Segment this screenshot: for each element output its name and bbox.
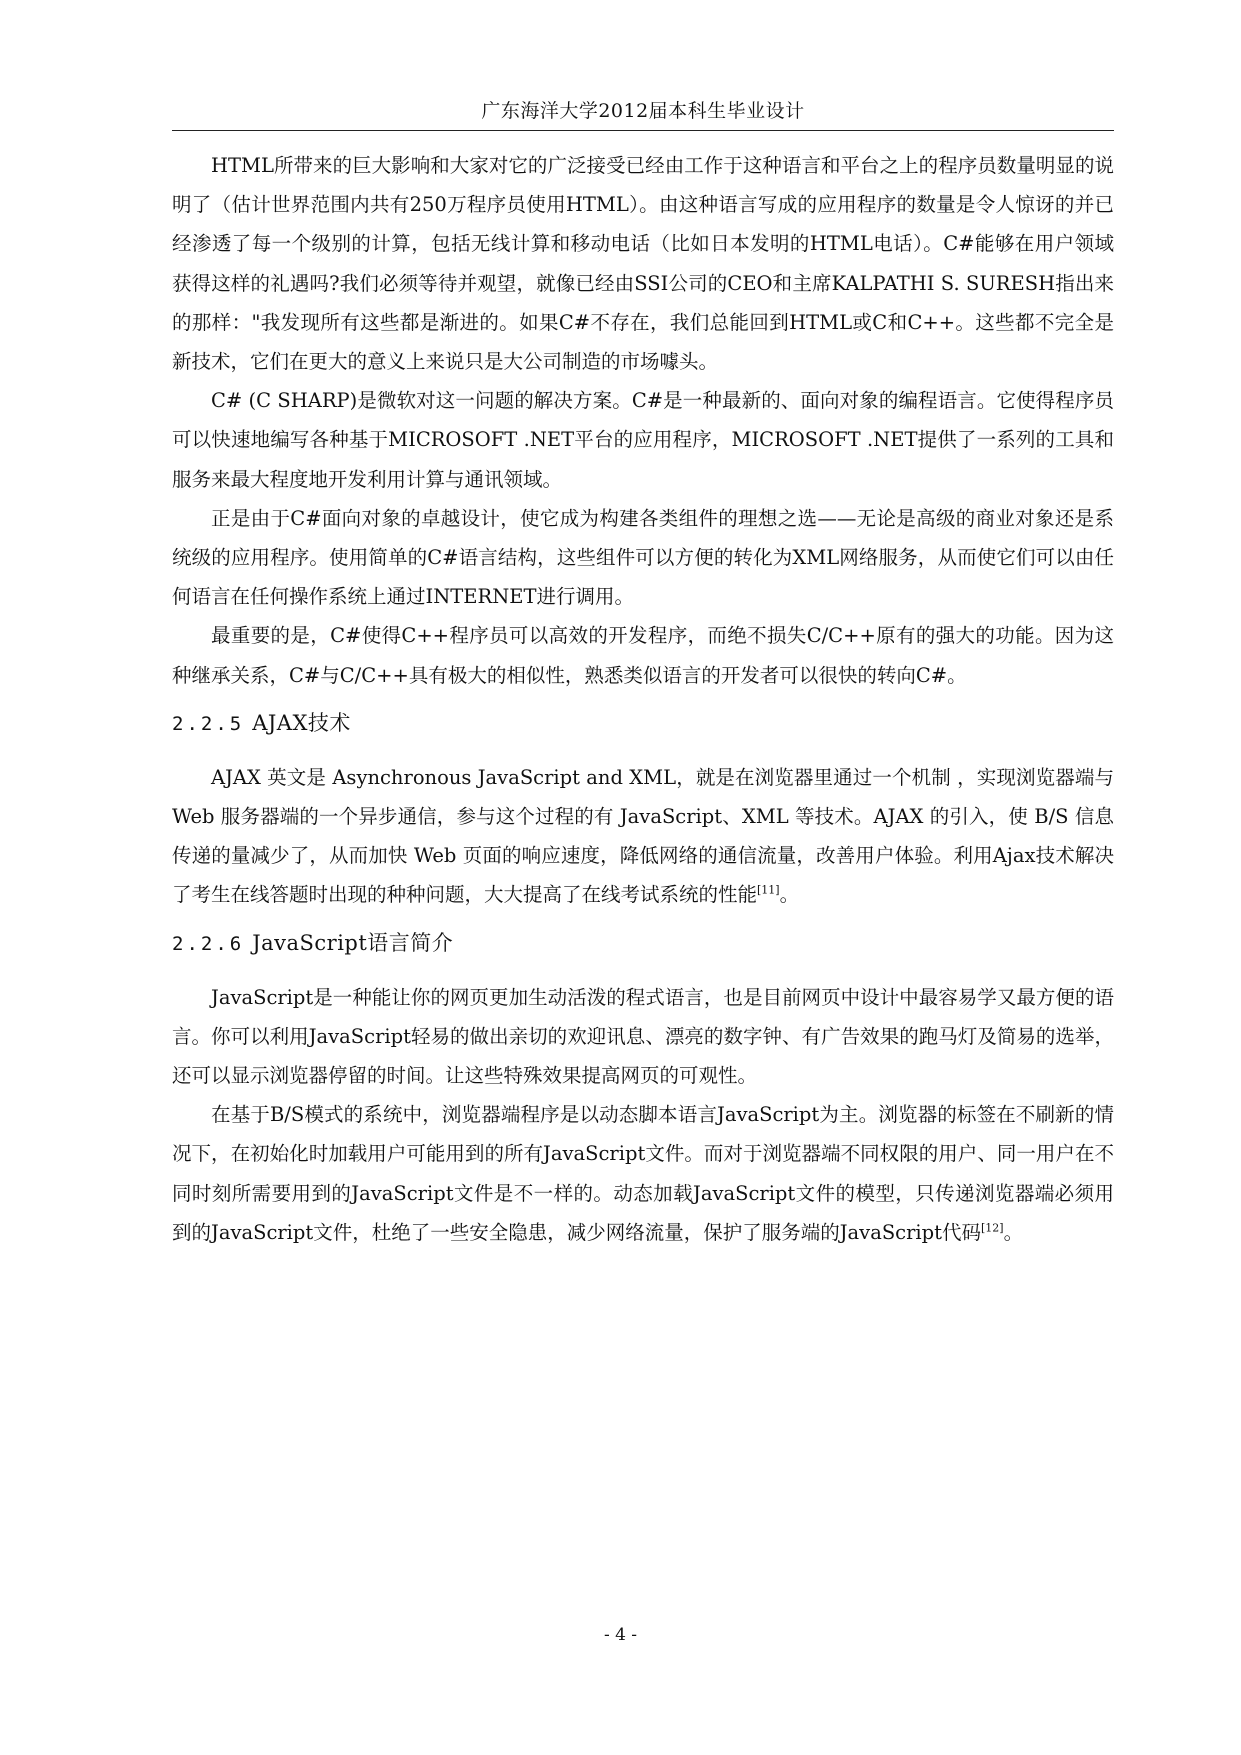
citation-12: [12]	[980, 1221, 1004, 1235]
document-body	[172, 146, 1114, 1252]
paragraph-csharp-cpp: 最重要的是，C#使得C++程序员可以高效的开发程序，而绝不损失C/C++原有的强大的功能。因为这种继承关系，C#与C/C++具有极大的相似性，熟悉类似语言的开发者可以很快的转向C#。	[172, 624, 1114, 687]
paragraph-html-impact: HTML所带来的巨大影响和大家对它的广泛接受已经由工作于这种语言和平台之上的程序员数量明显的说明了（估计世界范围内共有250万程序员使用HTML）。由这种语言写成的应用程序的数量是令人惊讶的并已经渗透了每一个级别的计算，包括无线计算和移动电话（比如日本发明的HTML电话）。C#能够在用户领域获得这样的礼遇吗?我们必须等待并观望，就像已经由SSI公司的CEO和主席KALPATHI S. SURESH指出来的那样："我发现所有这些都是渐进的。如果C#不存在，我们总能回到HTML或C和C++。这些都不完全是新技术，它们在更大的意义上来说只是大公司制造的市场噱头。	[172, 154, 1114, 374]
page-header: 广东海洋大学2012届本科生毕业设计	[481, 100, 805, 122]
paragraph-end: 。	[779, 883, 800, 907]
section-title: JavaScript语言简介	[252, 930, 454, 955]
section-heading-javascript	[172, 923, 1114, 964]
paragraph-javascript-intro: JavaScript是一种能让你的网页更加生动活泼的程式语言，也是目前网页中设计中最容易学又最方便的语言。你可以利用JavaScript轻易的做出亲切的欢迎讯息、漂亮的数字钟、有广告效果的跑马灯及简易的选举，还可以显示浏览器停留的时间。让这些特殊效果提高网页的可观性。	[172, 985, 1114, 1088]
paragraph-ajax	[172, 758, 1114, 915]
page-number: - 4 -	[603, 1625, 638, 1645]
section-number: 2.2.5	[172, 712, 245, 735]
paragraph-text: AJAX 英文是 Asynchronous JavaScript and XML，就是在浏览器里通过一个机制 ，实现浏览器端与 Web 服务器端的一个异步通信，参与这个过程的有 JavaScript、XML 等技术。AJAX 的引入，使 B/S 信息传递的量减少了，从而加快 Web 页面的响应速度，降低网络的通信流量，改善用户体验。利用Ajax技术解决了考生在线答题时出现的种种问题，大大提高了在线考试系统的性能	[172, 765, 1114, 907]
paragraph-csharp-design: 正是由于C#面向对象的卓越设计，使它成为构建各类组件的理想之选——无论是高级的商业对象还是系统级的应用程序。使用简单的C#语言结构，这些组件可以方便的转化为XML网络服务，从而使它们可以由任何语言在任何操作系统上通过INTERNET进行调用。	[172, 506, 1114, 609]
paragraph-text: 在基于B/S模式的系统中，浏览器端程序是以动态脚本语言JavaScript为主。浏览器的标签在不刷新的情况下，在初始化时加载用户可能用到的所有JavaScript文件。而对于浏览器端不同权限的用户、同一用户在不同时刻所需要用到的JavaScript文件是不一样的。动态加载JavaScript文件的模型，只传递浏览器端必须用到的JavaScript文件，杜绝了一些安全隐患，减少网络流量，保护了服务端的JavaScript代码	[172, 1103, 1114, 1244]
paragraph-javascript-bs	[172, 1095, 1114, 1252]
section-number: 2.2.6	[172, 932, 245, 955]
section-title: AJAX技术	[252, 710, 351, 735]
section-heading-ajax	[172, 703, 1114, 744]
citation-11: [11]	[757, 883, 780, 897]
paragraph-end: 。	[1003, 1220, 1024, 1244]
header-divider	[172, 130, 1114, 131]
paragraph-csharp-solution: C# (C SHARP)是微软对这一问题的解决方案。C#是一种最新的、面向对象的编程语言。它使得程序员可以快速地编写各种基于MICROSOFT .NET平台的应用程序，MICROSOFT .NET提供了一系列的工具和服务来最大程度地开发利用计算与通讯领域。	[172, 389, 1114, 491]
